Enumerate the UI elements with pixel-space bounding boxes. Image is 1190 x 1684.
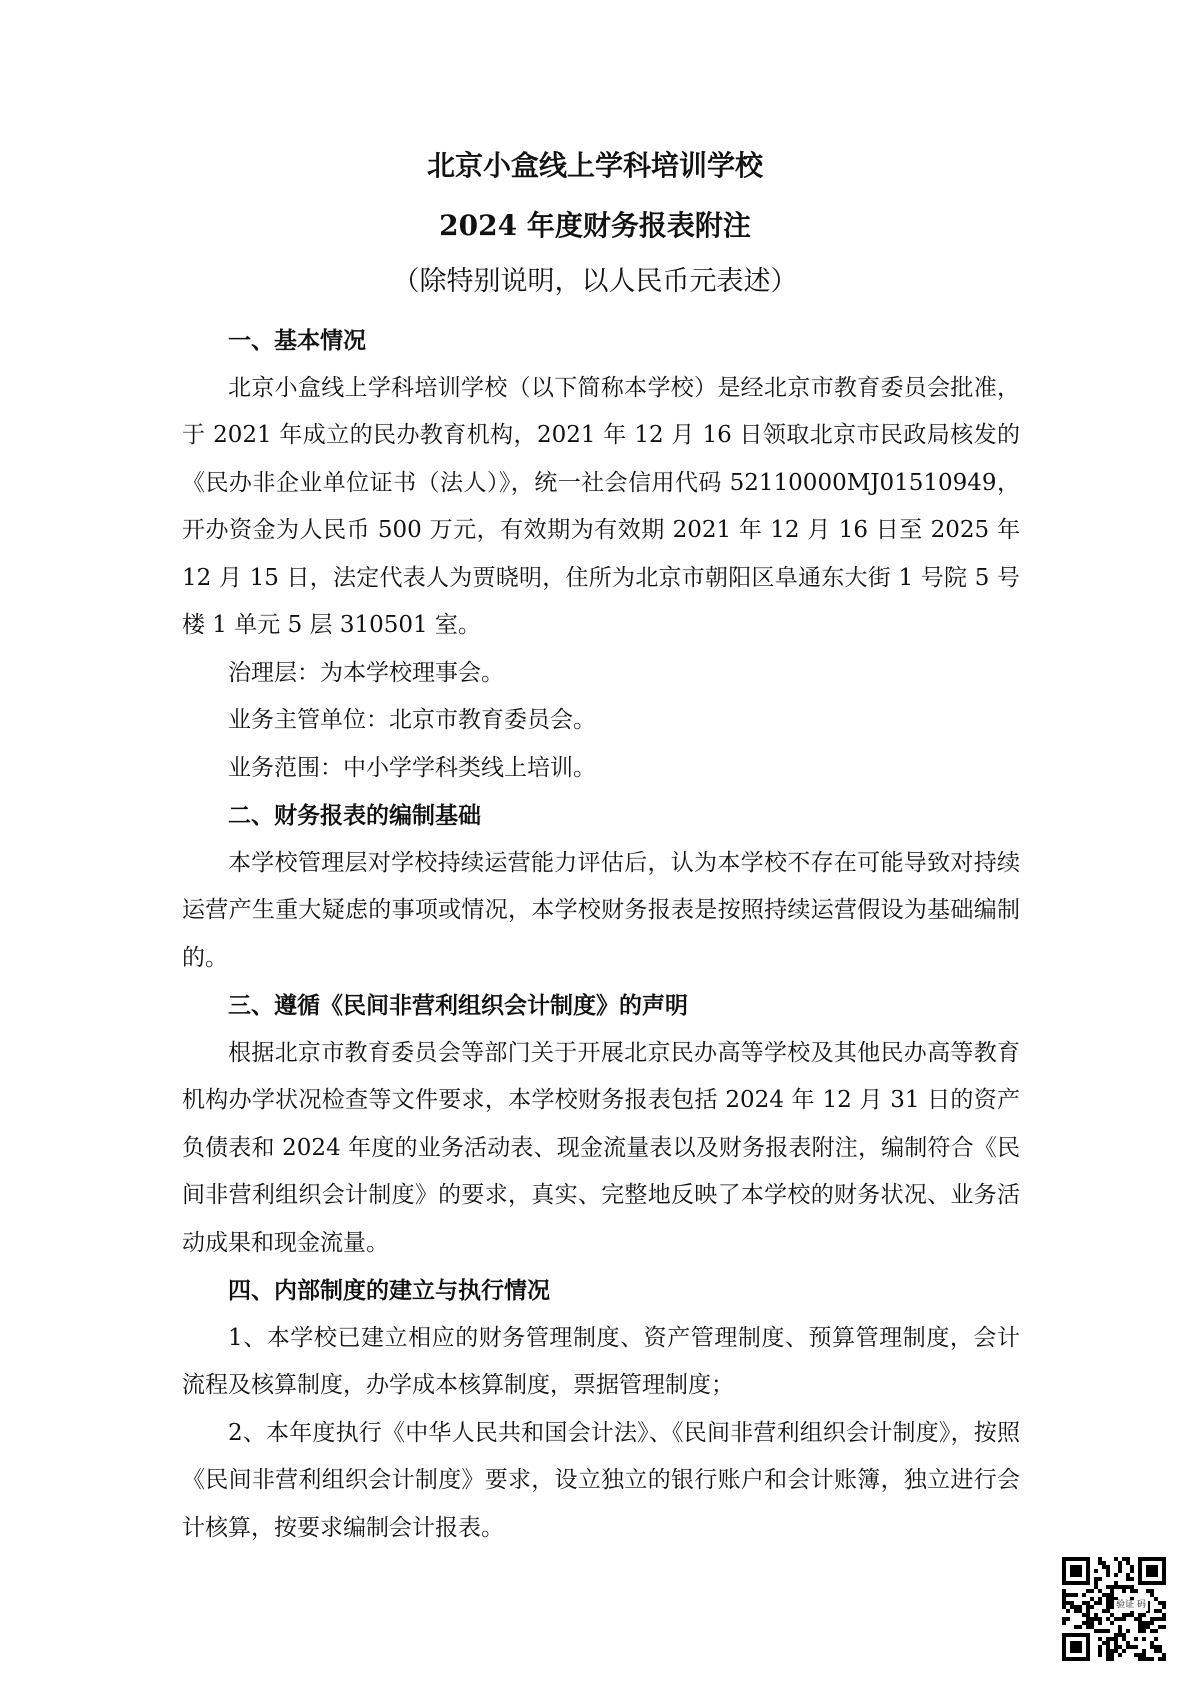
qr-verify-label: 验证 码 bbox=[1114, 1600, 1148, 1611]
paragraph-internal-controls-1: 1、本学校已建立相应的财务管理制度、资产管理制度、预算管理制度，会计流程及核算制度，办学成本核算制度，票据管理制度； bbox=[182, 1324, 1020, 1398]
section-heading-compliance: 三、遵循《民间非营利组织会计制度》的声明 bbox=[228, 992, 688, 1019]
paragraph-basic-info: 北京小盒线上学科培训学校（以下简称本学校）是经北京市教育委员会批准，于 2021 年成立的民办教育机构，2021 年 12 月 16 日领取北京市民政局核发的《民办非企业单位证书（法人）》，统一社会信用代码 52110000MJ01510949，开办资金为人民币 500 万元，有效期为有效期 2021 年 12 月 16 日至 2025 年 12 月 15 日，法定代表人为贾晓明，住所为北京市朝阳区阜通东大街 1 号院 5 号楼 1 单元 5 层 310501 室。 bbox=[182, 374, 1020, 638]
document-subtitle: 2024 年度财务报表附注 bbox=[439, 209, 751, 242]
currency-note: （除特别说明，以人民币元表述） bbox=[392, 266, 798, 297]
section-heading-basis: 二、财务报表的编制基础 bbox=[228, 802, 481, 829]
section-heading-internal-controls: 四、内部制度的建立与执行情况 bbox=[228, 1277, 550, 1304]
paragraph-business-scope: 业务范围：中小学学科类线上培训。 bbox=[228, 754, 596, 781]
document-body bbox=[182, 317, 1020, 1552]
paragraph-basis: 本学校管理层对学校持续运营能力评估后，认为本学校不存在可能导致对持续运营产生重大疑虑的事项或情况，本学校财务报表是按照持续运营假设为基础编制的。 bbox=[182, 849, 1020, 971]
document-title: 北京小盒线上学科培训学校 bbox=[426, 149, 763, 182]
paragraph-supervisor: 业务主管单位：北京市教育委员会。 bbox=[228, 707, 596, 733]
paragraph-internal-controls-2: 2、本年度执行《中华人民共和国会计法》、《民间非营利组织会计制度》，按照《民间非营利组织会计制度》要求，设立独立的银行账户和会计账簿，独立进行会计核算，按要求编制会计报表。 bbox=[182, 1419, 1020, 1541]
paragraph-governance: 治理层：为本学校理事会。 bbox=[228, 659, 504, 686]
paragraph-compliance: 根据北京市教育委员会等部门关于开展北京民办高等学校及其他民办高等教育机构办学状况检查等文件要求，本学校财务报表包括 2024 年 12 月 31 日的资产负债表和 2024 年度的业务活动表、现金流量表以及财务报表附注，编制符合《民间非营利组织会计制度》的要求，真实、完整地反映了本学校的财务状况、业务活动成果和现金流量。 bbox=[182, 1039, 1020, 1256]
section-heading-basic-info: 一、基本情况 bbox=[228, 327, 366, 354]
